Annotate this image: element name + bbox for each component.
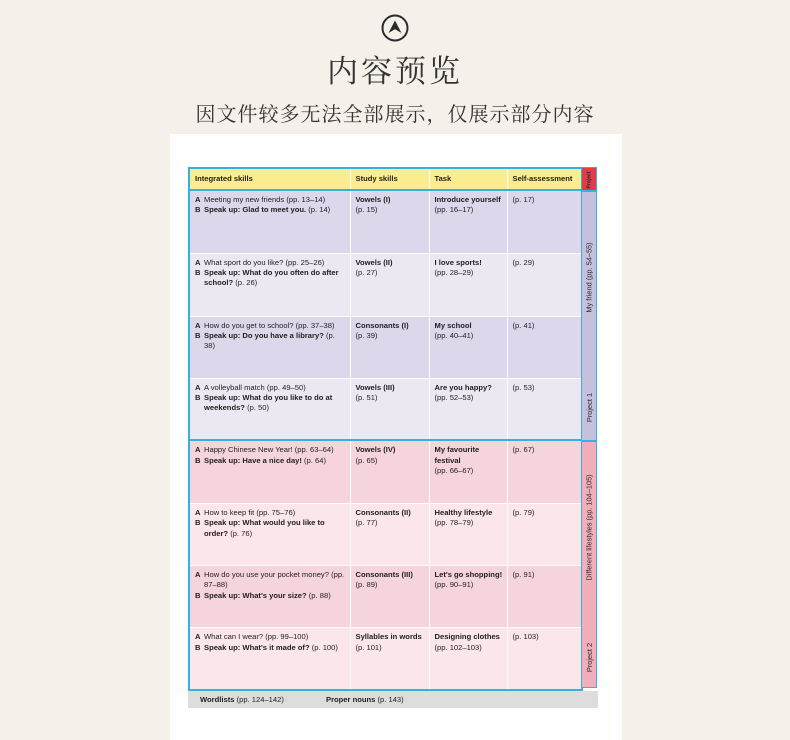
skill-b-letter: B: [195, 642, 201, 652]
skill-b-line: [195, 456, 346, 466]
task-title: Let's go shopping!: [434, 570, 503, 580]
study-skills-cell: [350, 440, 429, 503]
skill-a-pages: (pp. 25–26): [285, 257, 325, 267]
skill-a-letter: A: [195, 508, 201, 518]
skill-a-pages: (pp. 87–88): [204, 570, 345, 590]
study-title: Vowels (IV): [355, 445, 396, 455]
skill-b-letter: B: [195, 331, 201, 340]
skill-a-letter: A: [195, 570, 201, 580]
self-assessment-pages: (p. 103): [512, 632, 539, 642]
task-title: My school: [434, 320, 472, 330]
skill-a-letter: A: [195, 445, 201, 455]
task-pages: (pp. 52–53): [434, 393, 474, 403]
task-cell: [429, 628, 507, 690]
integrated-skills-cell: [189, 316, 350, 378]
skill-b-letter: B: [195, 205, 201, 215]
table-row: [189, 440, 582, 503]
study-skills-cell: [350, 253, 429, 316]
project-2-column: [581, 441, 597, 688]
header-task: Task: [429, 168, 507, 190]
header-integrated-skills: Integrated skills: [189, 168, 350, 190]
skill-b-line: [195, 518, 346, 539]
self-assessment-pages: (p. 17): [512, 195, 535, 204]
study-title: Vowels (III): [355, 382, 395, 392]
skill-a-line: [195, 570, 346, 591]
skill-b-line: [195, 205, 346, 215]
skill-a-title: What can I wear?: [204, 632, 264, 642]
header-study-skills: Study skills: [350, 168, 429, 190]
skill-b-title: Speak up: What do you like to do at weekends?: [204, 393, 333, 413]
study-skills-cell: [350, 504, 429, 566]
skill-b-pages: (p. 38): [204, 331, 335, 351]
table-header-row: [189, 168, 582, 190]
skill-b-line: [195, 331, 346, 352]
skill-b-letter: B: [195, 267, 201, 277]
task-cell: [429, 253, 507, 316]
integrated-skills-cell: [189, 440, 350, 503]
skill-a-title: Happy Chinese New Year!: [204, 445, 293, 455]
self-assessment-cell: [507, 378, 582, 440]
self-assessment-pages: (p. 29): [512, 257, 535, 267]
task-title: Designing clothes: [434, 632, 500, 642]
study-skills-cell: [350, 316, 429, 378]
project-1-title: [585, 242, 594, 312]
self-assessment-pages: (p. 41): [512, 320, 535, 330]
skill-a-line: [195, 508, 346, 518]
contents-sheet: [188, 167, 598, 704]
skill-b-pages: (p. 14): [308, 205, 331, 215]
skill-a-letter: A: [195, 195, 201, 204]
skill-b-pages: (p. 64): [304, 455, 326, 465]
skill-b-line: [195, 268, 346, 289]
skill-a-title: A volleyball match: [204, 382, 265, 392]
footer-wordlists-pages: (pp. 124–142): [236, 695, 284, 704]
footer-proper-nouns-label: Proper nouns: [326, 695, 376, 704]
table-row: [189, 253, 582, 316]
skill-a-pages: (pp. 37–38): [295, 320, 335, 330]
header-self-assessment: Self-assessment: [507, 168, 582, 190]
skill-b-title: Speak up: What's it made of?: [204, 642, 310, 652]
skill-b-pages: (p. 76): [230, 528, 253, 538]
integrated-skills-cell: [189, 566, 350, 628]
study-title: Consonants (I): [355, 320, 409, 330]
study-skills-cell: [350, 378, 429, 440]
contents-table: [188, 167, 583, 691]
skill-a-title: What sport do you like?: [204, 257, 284, 267]
task-pages: (pp. 28–29): [434, 267, 474, 277]
self-assessment-pages: (p. 53): [512, 382, 535, 392]
task-pages: (pp. 40–41): [434, 331, 474, 340]
skill-a-pages: (pp. 99–100): [265, 632, 309, 642]
project-1-label: Project 1: [584, 392, 594, 422]
task-title: Introduce yourself: [434, 195, 501, 204]
footer-proper-nouns-pages: (p. 143): [377, 695, 404, 704]
skill-b-pages: (p. 50): [247, 403, 270, 413]
chevron-up-circle-icon: [381, 14, 409, 42]
self-assessment-cell: [507, 253, 582, 316]
self-assessment-pages: (p. 67): [512, 445, 535, 455]
integrated-skills-cell: [189, 504, 350, 566]
table-row: [189, 378, 582, 440]
task-title: Healthy lifestyle: [434, 508, 493, 518]
study-pages: (p. 51): [355, 393, 378, 403]
integrated-skills-cell: [189, 378, 350, 440]
skill-b-title: Speak up: Glad to meet you.: [204, 205, 307, 215]
study-skills-cell: [350, 190, 429, 253]
skill-b-pages: (p. 26): [235, 278, 258, 288]
skill-a-pages: (pp. 13–14): [286, 195, 326, 204]
table-row: [189, 504, 582, 566]
skill-a-letter: A: [195, 382, 201, 392]
skill-a-pages: (pp. 75–76): [256, 508, 296, 518]
task-cell: [429, 566, 507, 628]
skill-b-letter: B: [195, 518, 201, 528]
skill-b-letter: B: [195, 590, 201, 600]
skill-a-line: [195, 445, 346, 455]
task-pages: (pp. 78–79): [434, 518, 474, 528]
footer-wordlists: [200, 695, 284, 704]
project-2-bold-title: Different lifestyles: [584, 521, 594, 581]
study-pages: (p. 39): [355, 331, 378, 340]
task-pages: (pp. 90–91): [434, 580, 474, 590]
skill-a-line: [195, 195, 346, 205]
skill-a-line: [195, 383, 346, 393]
project-2-pages: (pp. 104–105): [584, 473, 594, 520]
self-assessment-cell: [507, 504, 582, 566]
table-row: [189, 316, 582, 378]
skill-a-pages: (pp. 49–50): [266, 382, 306, 392]
study-title: Consonants (II): [355, 508, 411, 518]
skill-a-pages: (pp. 63–64): [294, 445, 334, 455]
task-cell: [429, 504, 507, 566]
skill-b-title: Speak up: What do you often do after school?: [204, 267, 339, 288]
project-1-column: [581, 191, 597, 441]
study-pages: (p. 15): [355, 205, 378, 215]
task-pages: (pp. 102–103): [434, 642, 482, 652]
self-assessment-pages: (p. 91): [512, 570, 535, 580]
skill-b-title: Speak up: What's your size?: [204, 590, 307, 600]
study-title: Syllables in words: [355, 632, 422, 642]
task-pages: (pp. 66–67): [434, 465, 474, 475]
skill-b-pages: (p. 100): [311, 642, 338, 652]
skill-a-title: How to keep fit: [204, 508, 255, 518]
skill-b-title: Speak up: Have a nice day!: [204, 455, 302, 465]
study-title: Vowels (II): [355, 257, 393, 267]
skill-b-title: Speak up: What would you like to order?: [204, 518, 325, 538]
skill-a-letter: A: [195, 632, 201, 642]
study-title: Vowels (I): [355, 195, 391, 204]
skill-a-line: [195, 258, 346, 268]
skill-a-title: How do you use your pocket money?: [204, 570, 329, 580]
table-row: [189, 566, 582, 628]
project-header-label: Project: [585, 171, 592, 189]
skill-a-line: [195, 321, 346, 331]
skill-b-line: [195, 591, 346, 601]
study-pages: (p. 77): [355, 518, 378, 528]
project-2-label: Project 2: [584, 642, 594, 672]
skill-b-letter: B: [195, 393, 201, 403]
study-pages: (p. 101): [355, 642, 382, 652]
contents-footer: [188, 691, 598, 708]
project-2-title: [585, 474, 594, 580]
project-1-pages: (pp. 54–55): [584, 241, 594, 280]
self-assessment-cell: [507, 628, 582, 690]
footer-wordlists-label: Wordlists: [200, 695, 235, 704]
skill-a-line: [195, 632, 346, 642]
task-cell: [429, 190, 507, 253]
task-cell: [429, 378, 507, 440]
study-skills-cell: [350, 566, 429, 628]
self-assessment-cell: [507, 566, 582, 628]
skill-b-pages: (p. 88): [308, 590, 331, 600]
skill-a-title: How do you get to school?: [204, 320, 294, 330]
task-title: I love sports!: [434, 257, 482, 267]
self-assessment-pages: (p. 79): [512, 508, 535, 518]
self-assessment-cell: [507, 190, 582, 253]
self-assessment-cell: [507, 316, 582, 378]
task-cell: [429, 440, 507, 503]
task-cell: [429, 316, 507, 378]
page-subtitle: 因文件较多无法全部展示，仅展示部分内容: [195, 102, 595, 126]
task-title: Are you happy?: [434, 382, 492, 392]
project-column-header: [581, 167, 597, 191]
skill-b-letter: B: [195, 455, 201, 465]
skill-a-letter: A: [195, 320, 201, 330]
task-pages: (pp. 16–17): [434, 205, 474, 215]
project-1-bold-title: My friend: [584, 281, 594, 313]
skill-a-title: Meeting my new friends: [204, 195, 285, 204]
skill-a-letter: A: [195, 257, 201, 267]
skill-b-line: [195, 393, 346, 414]
study-pages: (p. 65): [355, 455, 378, 465]
study-pages: (p. 89): [355, 580, 378, 590]
integrated-skills-cell: [189, 190, 350, 253]
integrated-skills-cell: [189, 253, 350, 316]
table-row: [189, 628, 582, 690]
footer-proper-nouns: [326, 695, 404, 704]
study-pages: (p. 27): [355, 267, 378, 277]
study-skills-cell: [350, 628, 429, 690]
page-title: 内容预览: [327, 54, 463, 90]
skill-b-title: Speak up: Do you have a library?: [204, 331, 324, 340]
self-assessment-cell: [507, 440, 582, 503]
task-title: My favourite festival: [434, 445, 480, 465]
integrated-skills-cell: [189, 628, 350, 690]
skill-b-line: [195, 643, 346, 653]
table-row: [189, 190, 582, 253]
study-title: Consonants (III): [355, 570, 413, 580]
